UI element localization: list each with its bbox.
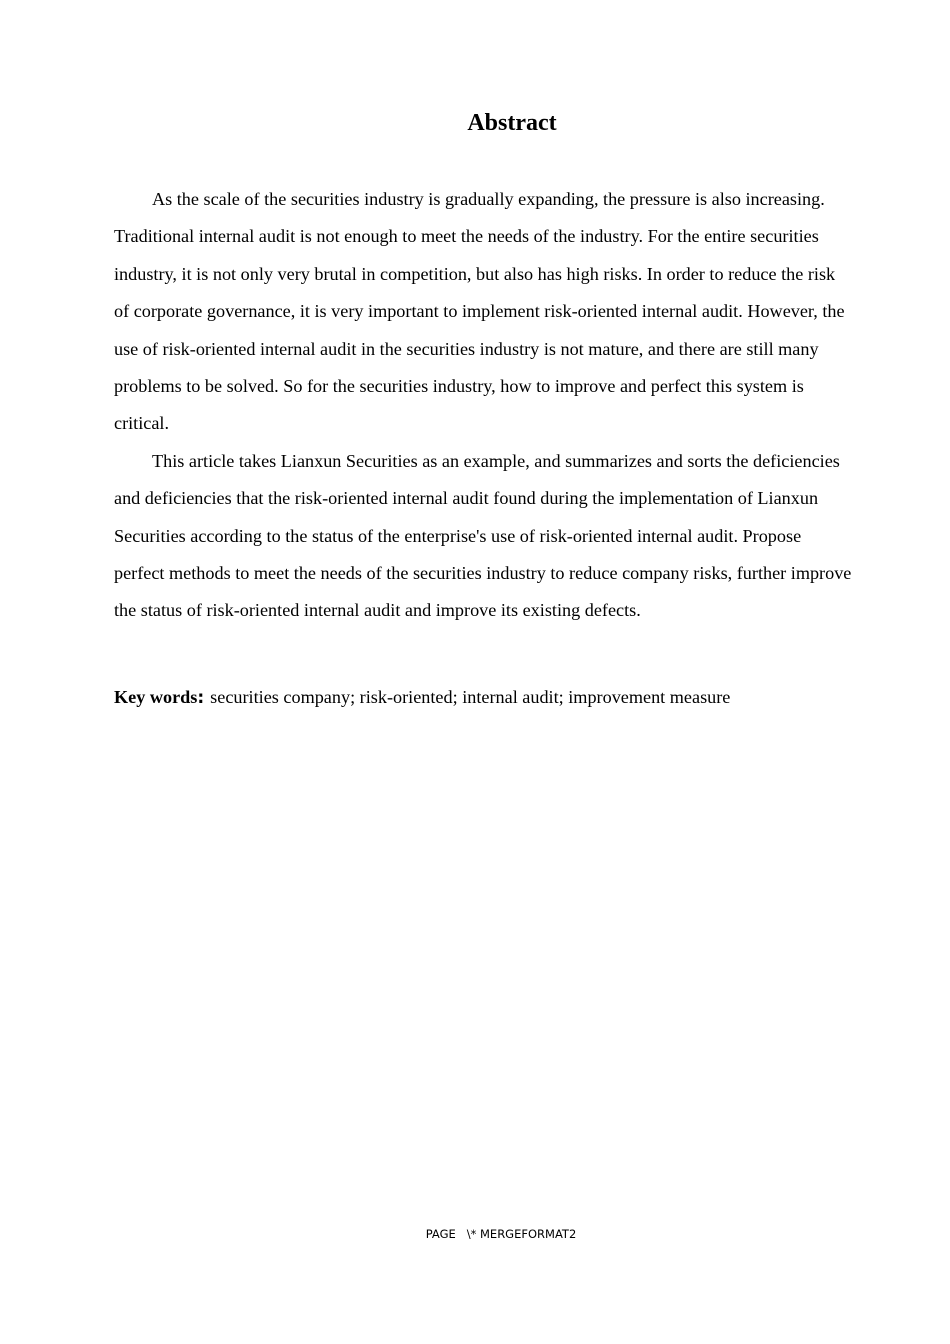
page-number-field: PAGE \* MERGEFORMAT2 [425,1227,577,1241]
abstract-paragraph-2: This article takes Lianxun Securities as an example, and summarizes and sorts the deficiencies and deficiencies that the risk-oriented internal audit found during the implementation of Lianxun Securities according to the status of the enterprise's use of risk-oriented internal audit. Propose perfect methods to meet the needs of the securities industry to reduce company risks, further improve the status of risk-oriented internal audit and improve its existing defects. [114,450,852,621]
keywords-line [114,682,852,713]
abstract-title: Abstract [467,110,557,136]
keywords-label: Key words [114,687,198,707]
abstract-body [114,181,852,630]
abstract-paragraph-1: As the scale of the securities industry is gradually expanding, the pressure is also increasing. Traditional internal audit is not enough to meet the needs of the industry. For the entire securities industry, it is not only very brutal in competition, but also has high risks. In order to reduce the risk of corporate governance, it is very important to implement risk-oriented internal audit. However, the use of risk-oriented internal audit in the securities industry is not mature, and there are still many problems to be solved. So for the securities industry, how to improve and perfect this system is critical. [114,189,845,434]
keywords-colon: : [197,688,205,708]
keywords-text: securities company; risk-oriented; internal audit; improvement measure [210,687,731,707]
